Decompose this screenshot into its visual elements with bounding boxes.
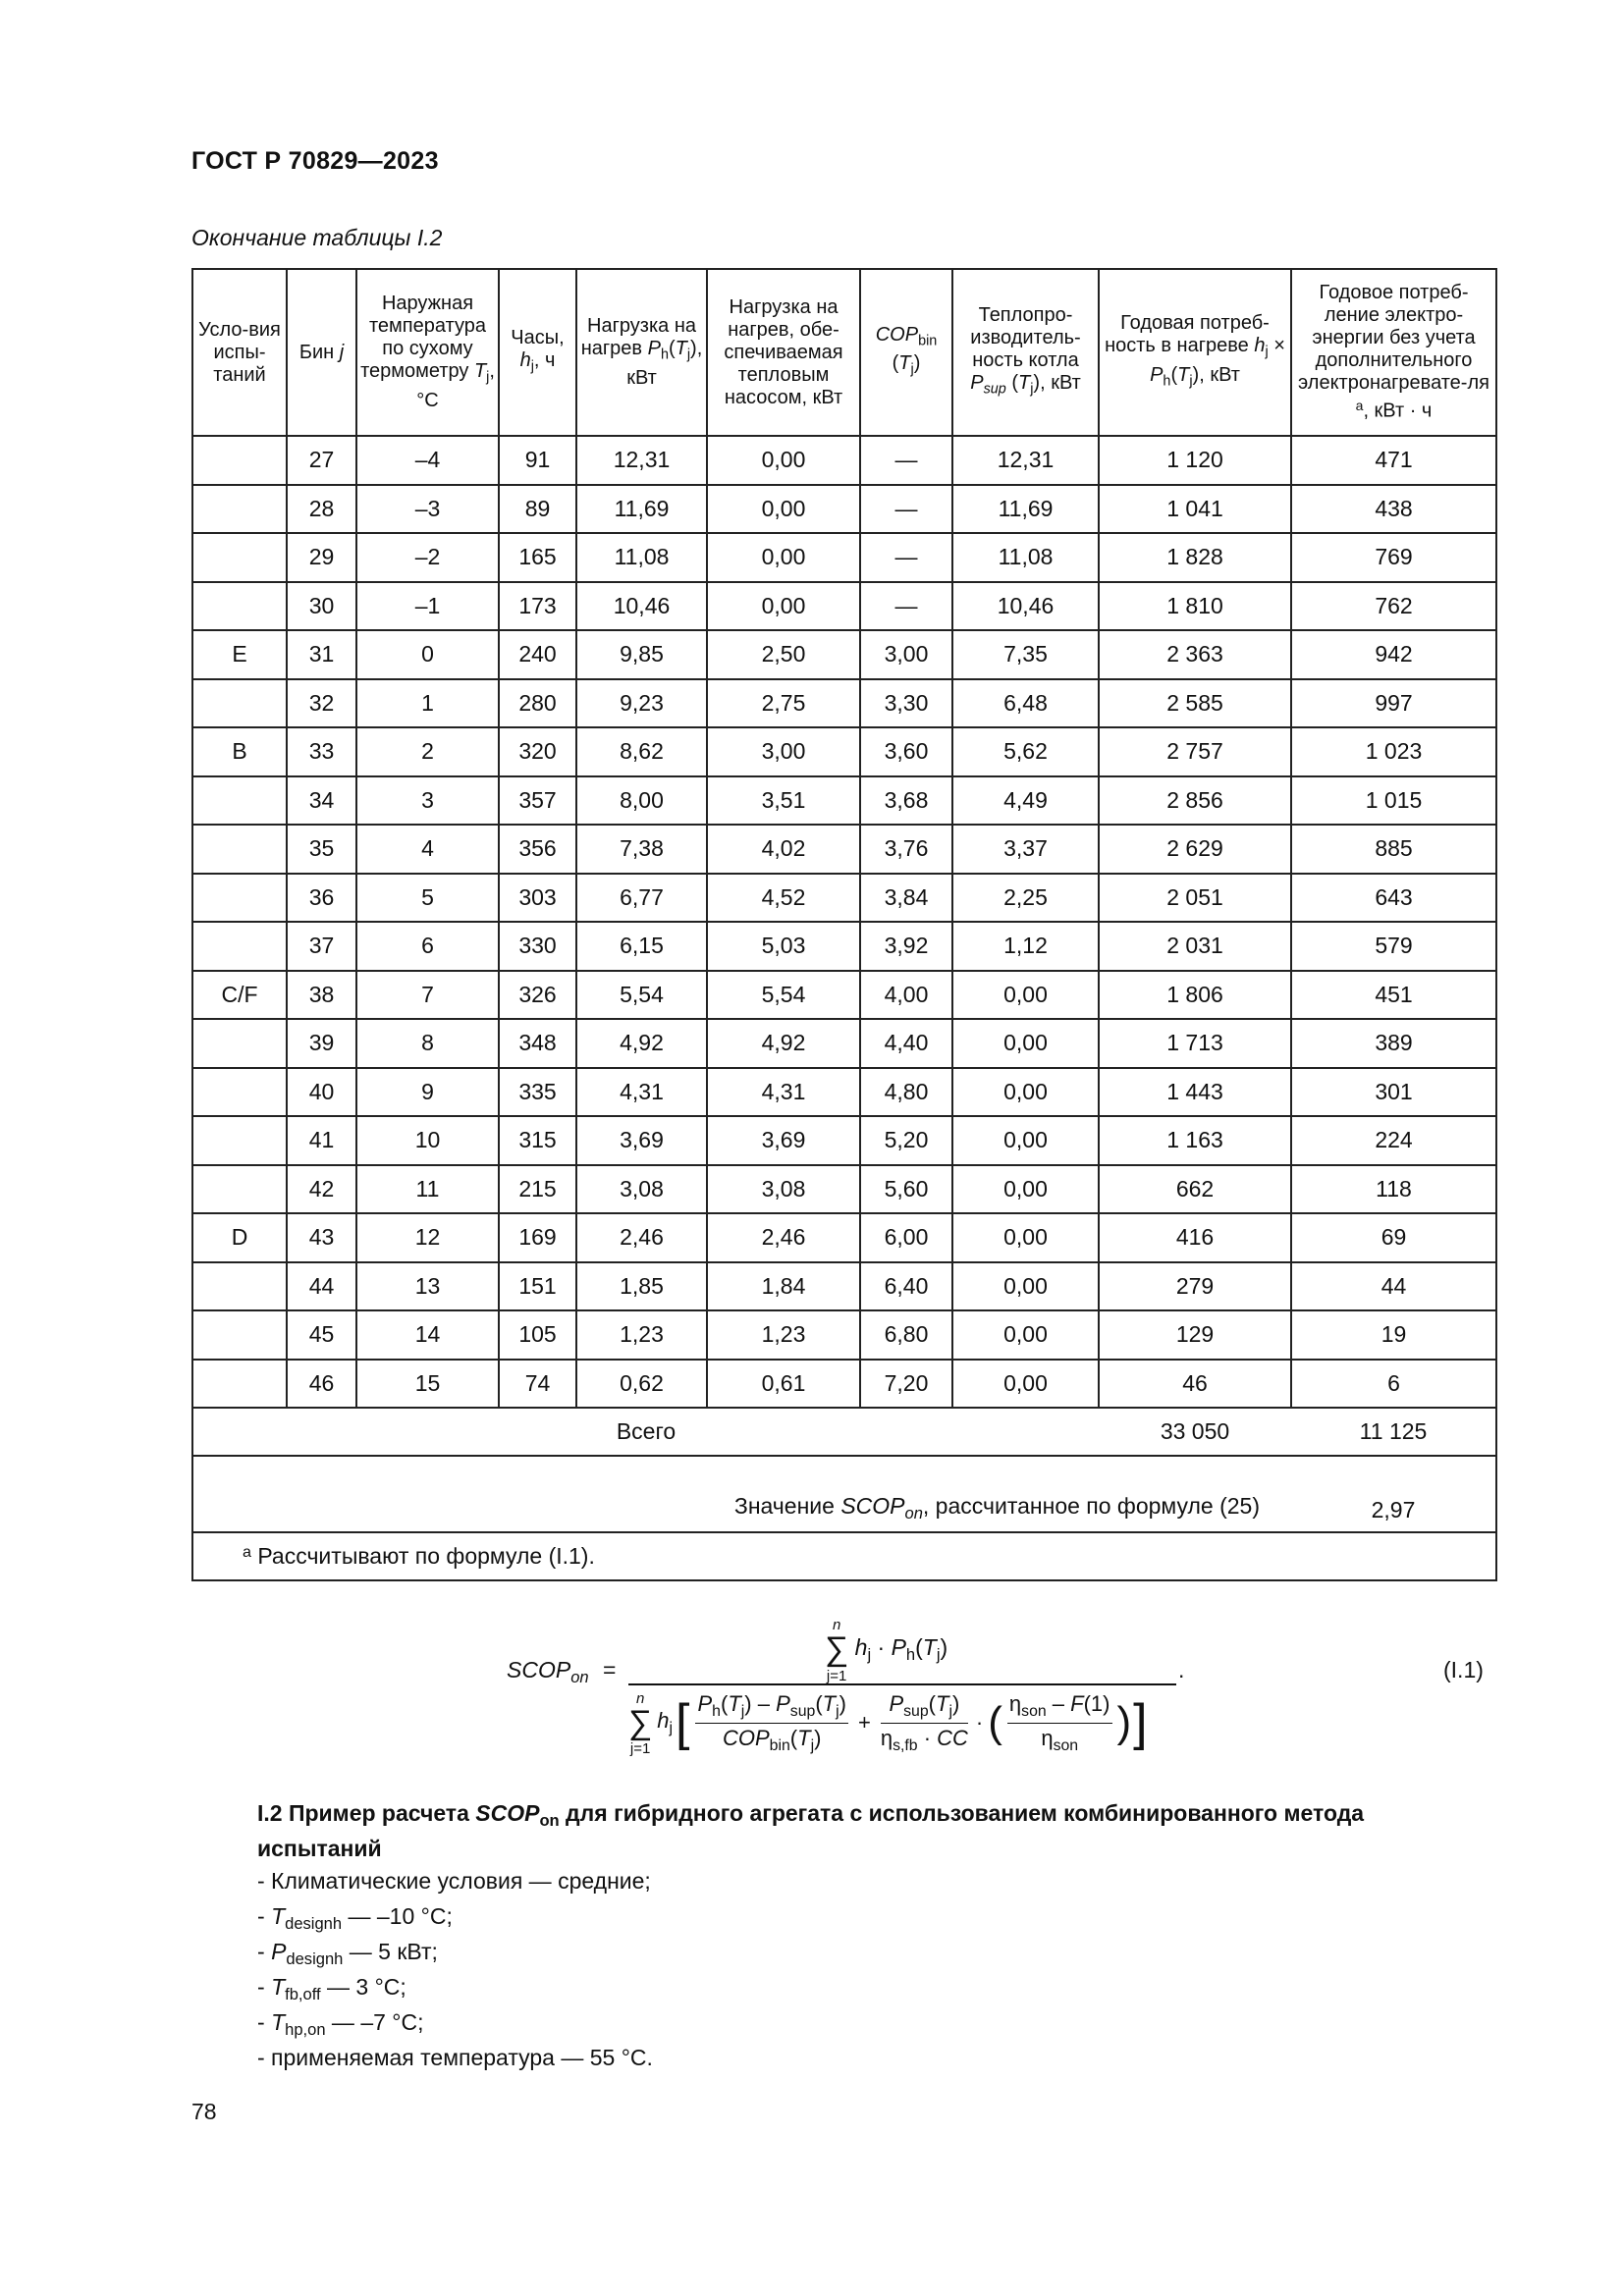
cell-h: 280 <box>499 679 576 728</box>
cell-php: 2,46 <box>707 1213 860 1262</box>
cell-cop: 6,00 <box>860 1213 952 1262</box>
cell-cond <box>192 874 287 923</box>
cell-t: 12 <box>356 1213 499 1262</box>
cell-h: 215 <box>499 1165 576 1214</box>
footnote-row <box>192 1532 1496 1580</box>
cell-el: 44 <box>1291 1262 1496 1311</box>
list-item: - $T_{hp,on}$ — –7 °C; <box>257 2008 424 2039</box>
cell-h: 356 <box>499 825 576 874</box>
cell-ph: 3,08 <box>576 1165 707 1214</box>
cell-psup: 2,25 <box>952 874 1099 923</box>
cell-bin: 32 <box>287 679 356 728</box>
list-item: - $T_{designh}$ — –10 °C; <box>257 1902 453 1933</box>
parameter-list <box>257 1867 653 2079</box>
col-header-heating-load: Нагрузка на нагрев $P_h(T_j)$, кВт <box>576 269 707 436</box>
cell-bin: 28 <box>287 485 356 534</box>
cell-bin: 31 <box>287 630 356 679</box>
total-consumption: 11 125 <box>1291 1408 1496 1456</box>
col-header-heatpump-load: Нагрузка на нагрев, обе-спечиваемая тепловым насосом, кВт <box>707 269 860 436</box>
cell-cop: 3,00 <box>860 630 952 679</box>
cell-el: 942 <box>1291 630 1496 679</box>
cell-psup: 11,08 <box>952 533 1099 582</box>
table-row <box>192 1360 1496 1409</box>
cell-bin: 40 <box>287 1068 356 1117</box>
cell-cop: 3,76 <box>860 825 952 874</box>
cell-ph: 6,15 <box>576 922 707 971</box>
scop-label: Значение $SCOP_{on}$, рассчитанное по формуле (25) <box>192 1456 1291 1532</box>
cell-cond <box>192 825 287 874</box>
cell-ph: 1,85 <box>576 1262 707 1311</box>
cell-ph: 9,85 <box>576 630 707 679</box>
cell-ph: 6,77 <box>576 874 707 923</box>
cell-cond <box>192 679 287 728</box>
formula-numerator: n ∑ j=1 $h_j \cdot P_h(T_j)$ <box>825 1617 948 1684</box>
cell-t: 14 <box>356 1310 499 1360</box>
cell-php: 4,02 <box>707 825 860 874</box>
cell-t: 4 <box>356 825 499 874</box>
cell-psup: 6,48 <box>952 679 1099 728</box>
total-label: Всего <box>192 1408 1099 1456</box>
col-header-annual-demand: Годовая потреб-ность в нагреве $h_j \times P_h(T_j)$, кВт <box>1099 269 1291 436</box>
cell-h: 335 <box>499 1068 576 1117</box>
cell-psup: 0,00 <box>952 1116 1099 1165</box>
cell-ph: 10,46 <box>576 582 707 631</box>
cell-ph: 2,46 <box>576 1213 707 1262</box>
cell-t: 3 <box>356 776 499 826</box>
table-row <box>192 679 1496 728</box>
table-row <box>192 436 1496 485</box>
cell-cop: — <box>860 582 952 631</box>
cell-ph: 1,23 <box>576 1310 707 1360</box>
cell-psup: 0,00 <box>952 1019 1099 1068</box>
cell-cop: 3,68 <box>860 776 952 826</box>
table-row <box>192 1262 1496 1311</box>
cell-psup: 11,69 <box>952 485 1099 534</box>
cell-bin: 30 <box>287 582 356 631</box>
cell-ann: 1 806 <box>1099 971 1291 1020</box>
table-caption: Окончание таблицы I.2 <box>191 225 443 250</box>
cell-cond: E <box>192 630 287 679</box>
formula-denominator: n ∑ j=1 $h_j$ [ $P_h(T_j) - P_{sup}(T_j)$ $COP_{bin}(T_j)$ + $P_{sup}(T_j)$ $\eta_{s,fb}$ · CC · ( $\eta_{son} - F(1)$ $\eta_{son}$ ) ] <box>628 1690 1148 1757</box>
cell-h: 240 <box>499 630 576 679</box>
cell-cop: 5,60 <box>860 1165 952 1214</box>
cell-php: 0,61 <box>707 1360 860 1409</box>
cell-cond <box>192 1310 287 1360</box>
cell-php: 3,51 <box>707 776 860 826</box>
cell-ann: 662 <box>1099 1165 1291 1214</box>
cell-el: 451 <box>1291 971 1496 1020</box>
cell-ann: 129 <box>1099 1310 1291 1360</box>
cell-bin: 27 <box>287 436 356 485</box>
cell-h: 91 <box>499 436 576 485</box>
list-item: - $T_{fb,off}$ — 3 °C; <box>257 1973 406 2003</box>
cell-ann: 2 363 <box>1099 630 1291 679</box>
formula-equals: = <box>603 1657 617 1682</box>
cell-php: 0,00 <box>707 582 860 631</box>
cell-t: 1 <box>356 679 499 728</box>
cell-el: 579 <box>1291 922 1496 971</box>
table-row <box>192 485 1496 534</box>
cell-bin: 38 <box>287 971 356 1020</box>
cell-cond <box>192 1019 287 1068</box>
cell-el: 6 <box>1291 1360 1496 1409</box>
total-row <box>192 1408 1496 1456</box>
cell-cond <box>192 533 287 582</box>
cell-psup: 5,62 <box>952 727 1099 776</box>
cell-ann: 1 163 <box>1099 1116 1291 1165</box>
total-annual-demand: 33 050 <box>1099 1408 1291 1456</box>
cell-h: 330 <box>499 922 576 971</box>
cell-bin: 33 <box>287 727 356 776</box>
cell-ann: 416 <box>1099 1213 1291 1262</box>
cell-cond <box>192 1360 287 1409</box>
col-header-temperature: Наружная температура по сухому термометру $T_j$, °C <box>356 269 499 436</box>
cell-php: 0,00 <box>707 436 860 485</box>
cell-cond <box>192 922 287 971</box>
cell-php: 1,84 <box>707 1262 860 1311</box>
formula-number: (I.1) <box>1443 1657 1484 1682</box>
table-row <box>192 533 1496 582</box>
cell-php: 3,00 <box>707 727 860 776</box>
cell-ph: 7,38 <box>576 825 707 874</box>
cell-ann: 2 585 <box>1099 679 1291 728</box>
cell-cond: C/F <box>192 971 287 1020</box>
cell-t: 2 <box>356 727 499 776</box>
table-row <box>192 922 1496 971</box>
cell-h: 165 <box>499 533 576 582</box>
table-row <box>192 776 1496 826</box>
cell-psup: 0,00 <box>952 1213 1099 1262</box>
cell-bin: 45 <box>287 1310 356 1360</box>
col-header-annual-consumption: Годовое потреб-ление электро-энергии без учета дополнительного электронагревате-ля $^а$, кВт · ч <box>1291 269 1496 436</box>
cell-t: 0 <box>356 630 499 679</box>
cell-cond <box>192 436 287 485</box>
cell-ph: 0,62 <box>576 1360 707 1409</box>
cell-psup: 1,12 <box>952 922 1099 971</box>
cell-cop: 3,30 <box>860 679 952 728</box>
cell-ph: 4,31 <box>576 1068 707 1117</box>
table-footnote: $^а$ Рассчитывают по формуле (I.1). <box>192 1532 1496 1580</box>
cell-bin: 35 <box>287 825 356 874</box>
cell-cond: B <box>192 727 287 776</box>
cell-cop: — <box>860 436 952 485</box>
cell-ph: 8,62 <box>576 727 707 776</box>
cell-ann: 279 <box>1099 1262 1291 1311</box>
table-row <box>192 825 1496 874</box>
cell-el: 471 <box>1291 436 1496 485</box>
cell-cop: 3,92 <box>860 922 952 971</box>
cell-el: 1 015 <box>1291 776 1496 826</box>
scop-value: 2,97 <box>1291 1456 1496 1532</box>
cell-el: 997 <box>1291 679 1496 728</box>
cell-ann: 1 828 <box>1099 533 1291 582</box>
cell-cond <box>192 1116 287 1165</box>
cell-ph: 11,69 <box>576 485 707 534</box>
col-header-boiler-capacity: Теплопро-изводитель-ность котла $P_{sup}$ $(T_j)$, кВт <box>952 269 1099 436</box>
cell-el: 769 <box>1291 533 1496 582</box>
formula-lhs: $SCOP_{on}$ <box>507 1657 589 1686</box>
col-header-bin: Бин j <box>287 269 356 436</box>
cell-cop: 3,84 <box>860 874 952 923</box>
cell-psup: 0,00 <box>952 1360 1099 1409</box>
cell-ann: 1 713 <box>1099 1019 1291 1068</box>
cell-t: –1 <box>356 582 499 631</box>
formula-fraction-bar <box>628 1683 1176 1685</box>
cell-cop: 6,40 <box>860 1262 952 1311</box>
table-row <box>192 1068 1496 1117</box>
col-header-conditions: Усло-вия испы-таний <box>192 269 287 436</box>
cell-cop: 4,00 <box>860 971 952 1020</box>
cell-cond <box>192 485 287 534</box>
cell-h: 303 <box>499 874 576 923</box>
data-table <box>191 268 1497 1581</box>
list-item: - $P_{designh}$ — 5 кВт; <box>257 1938 438 1968</box>
cell-h: 151 <box>499 1262 576 1311</box>
cell-el: 19 <box>1291 1310 1496 1360</box>
cell-el: 643 <box>1291 874 1496 923</box>
cell-t: 8 <box>356 1019 499 1068</box>
cell-psup: 0,00 <box>952 1262 1099 1311</box>
table-header-row <box>192 269 1496 436</box>
cell-ph: 9,23 <box>576 679 707 728</box>
cell-ann: 1 810 <box>1099 582 1291 631</box>
cell-bin: 46 <box>287 1360 356 1409</box>
table-row <box>192 1310 1496 1360</box>
list-item: - Климатические условия — средние; <box>257 1868 651 1894</box>
sigma-icon: ∑ <box>628 1704 653 1741</box>
cell-ph: 4,92 <box>576 1019 707 1068</box>
list-item: - применяемая температура — 55 °C. <box>257 2044 653 2070</box>
cell-el: 301 <box>1291 1068 1496 1117</box>
table-row <box>192 1213 1496 1262</box>
cell-psup: 0,00 <box>952 1068 1099 1117</box>
table-row <box>192 1116 1496 1165</box>
cell-psup: 0,00 <box>952 1165 1099 1214</box>
cell-php: 0,00 <box>707 485 860 534</box>
cell-cop: 5,20 <box>860 1116 952 1165</box>
cell-el: 389 <box>1291 1019 1496 1068</box>
cell-cond <box>192 776 287 826</box>
cell-h: 89 <box>499 485 576 534</box>
cell-h: 173 <box>499 582 576 631</box>
cell-h: 169 <box>499 1213 576 1262</box>
cell-php: 1,23 <box>707 1310 860 1360</box>
cell-t: 10 <box>356 1116 499 1165</box>
cell-cop: 4,80 <box>860 1068 952 1117</box>
cell-ann: 1 120 <box>1099 436 1291 485</box>
cell-h: 357 <box>499 776 576 826</box>
cell-ann: 2 757 <box>1099 727 1291 776</box>
cell-php: 3,08 <box>707 1165 860 1214</box>
cell-t: 6 <box>356 922 499 971</box>
table-row <box>192 727 1496 776</box>
cell-el: 69 <box>1291 1213 1496 1262</box>
formula-i1 <box>501 1615 1492 1762</box>
cell-bin: 41 <box>287 1116 356 1165</box>
cell-cop: — <box>860 533 952 582</box>
scop-row <box>192 1456 1496 1532</box>
cell-ph: 5,54 <box>576 971 707 1020</box>
cell-php: 2,75 <box>707 679 860 728</box>
cell-cond <box>192 1068 287 1117</box>
cell-php: 4,92 <box>707 1019 860 1068</box>
cell-h: 326 <box>499 971 576 1020</box>
cell-el: 1 023 <box>1291 727 1496 776</box>
cell-t: 7 <box>356 971 499 1020</box>
cell-ann: 2 856 <box>1099 776 1291 826</box>
cell-cond <box>192 582 287 631</box>
cell-bin: 37 <box>287 922 356 971</box>
col-header-cop-bin: $COP_{bin}$ $(T_j)$ <box>860 269 952 436</box>
cell-cop: 4,40 <box>860 1019 952 1068</box>
cell-cop: 3,60 <box>860 727 952 776</box>
cell-ann: 1 041 <box>1099 485 1291 534</box>
table-row <box>192 630 1496 679</box>
cell-cop: — <box>860 485 952 534</box>
cell-t: 9 <box>356 1068 499 1117</box>
cell-php: 5,03 <box>707 922 860 971</box>
sigma-icon: ∑ <box>825 1630 849 1668</box>
table-row <box>192 1019 1496 1068</box>
cell-bin: 34 <box>287 776 356 826</box>
section-heading: I.2 Пример расчета $SCOP_{on}$ для гибридного агрегата с использованием комбинированного метода испытаний <box>257 1800 1365 1861</box>
cell-h: 315 <box>499 1116 576 1165</box>
cell-bin: 39 <box>287 1019 356 1068</box>
page-number: 78 <box>191 2099 217 2124</box>
cell-ann: 46 <box>1099 1360 1291 1409</box>
cell-bin: 43 <box>287 1213 356 1262</box>
cell-el: 438 <box>1291 485 1496 534</box>
cell-el: 885 <box>1291 825 1496 874</box>
cell-h: 348 <box>499 1019 576 1068</box>
cell-ann: 1 443 <box>1099 1068 1291 1117</box>
cell-cop: 7,20 <box>860 1360 952 1409</box>
cell-psup: 12,31 <box>952 436 1099 485</box>
cell-php: 5,54 <box>707 971 860 1020</box>
cell-bin: 42 <box>287 1165 356 1214</box>
cell-ann: 2 629 <box>1099 825 1291 874</box>
cell-cond <box>192 1165 287 1214</box>
cell-psup: 7,35 <box>952 630 1099 679</box>
cell-el: 118 <box>1291 1165 1496 1214</box>
cell-bin: 44 <box>287 1262 356 1311</box>
cell-ann: 2 031 <box>1099 922 1291 971</box>
cell-php: 2,50 <box>707 630 860 679</box>
cell-el: 762 <box>1291 582 1496 631</box>
cell-cond <box>192 1262 287 1311</box>
cell-t: –4 <box>356 436 499 485</box>
cell-psup: 10,46 <box>952 582 1099 631</box>
cell-ph: 8,00 <box>576 776 707 826</box>
cell-psup: 4,49 <box>952 776 1099 826</box>
formula-period: . <box>1178 1657 1185 1682</box>
cell-h: 105 <box>499 1310 576 1360</box>
cell-ann: 2 051 <box>1099 874 1291 923</box>
cell-psup: 0,00 <box>952 1310 1099 1360</box>
cell-bin: 36 <box>287 874 356 923</box>
cell-php: 0,00 <box>707 533 860 582</box>
cell-t: –3 <box>356 485 499 534</box>
cell-t: 11 <box>356 1165 499 1214</box>
cell-cond: D <box>192 1213 287 1262</box>
cell-ph: 12,31 <box>576 436 707 485</box>
cell-php: 4,31 <box>707 1068 860 1117</box>
cell-psup: 3,37 <box>952 825 1099 874</box>
cell-psup: 0,00 <box>952 971 1099 1020</box>
col-header-hours: Часы, $h_j$, ч <box>499 269 576 436</box>
cell-h: 320 <box>499 727 576 776</box>
cell-t: 5 <box>356 874 499 923</box>
document-header: ГОСТ Р 70829—2023 <box>191 147 439 175</box>
cell-php: 4,52 <box>707 874 860 923</box>
cell-t: 13 <box>356 1262 499 1311</box>
table-row <box>192 971 1496 1020</box>
cell-ph: 3,69 <box>576 1116 707 1165</box>
cell-t: –2 <box>356 533 499 582</box>
table-row <box>192 1165 1496 1214</box>
cell-el: 224 <box>1291 1116 1496 1165</box>
cell-h: 74 <box>499 1360 576 1409</box>
table-row <box>192 582 1496 631</box>
cell-ph: 11,08 <box>576 533 707 582</box>
cell-cop: 6,80 <box>860 1310 952 1360</box>
table-row <box>192 874 1496 923</box>
table-body <box>192 436 1496 1408</box>
cell-bin: 29 <box>287 533 356 582</box>
cell-t: 15 <box>356 1360 499 1409</box>
cell-php: 3,69 <box>707 1116 860 1165</box>
